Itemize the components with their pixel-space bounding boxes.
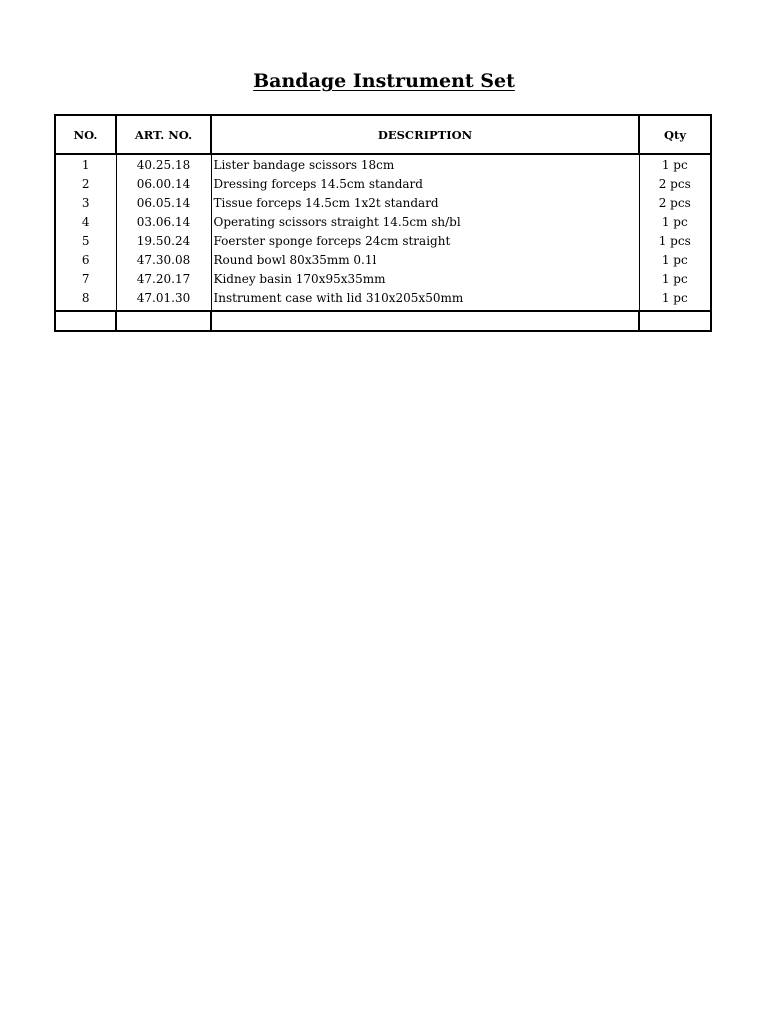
table-row (55, 175, 711, 194)
cell-no: 8 (55, 289, 116, 311)
table-header-row (55, 115, 711, 154)
cell-art-no: 06.05.14 (116, 194, 211, 213)
cell-art-no: 06.00.14 (116, 175, 211, 194)
table-row (55, 154, 711, 175)
cell-no: 2 (55, 175, 116, 194)
cell-qty: 1 pc (639, 270, 711, 289)
cell-no: 7 (55, 270, 116, 289)
cell-qty: 2 pcs (639, 175, 711, 194)
table-row (55, 194, 711, 213)
cell-art-no: 19.50.24 (116, 232, 211, 251)
cell-description: Instrument case with lid 310x205x50mm (211, 289, 639, 311)
table-row (55, 270, 711, 289)
cell-qty: 1 pc (639, 251, 711, 270)
cell-description: Kidney basin 170x95x35mm (211, 270, 639, 289)
table-row (55, 251, 711, 270)
cell-qty: 1 pc (639, 154, 711, 175)
cell-qty: 1 pcs (639, 232, 711, 251)
cell-art-no: 40.25.18 (116, 154, 211, 175)
cell-qty: 1 pc (639, 289, 711, 311)
header-qty: Qty (639, 115, 711, 154)
document-title-text: Bandage Instrument Set (253, 70, 515, 92)
footer-cell-description (211, 311, 639, 331)
cell-art-no: 03.06.14 (116, 213, 211, 232)
cell-description: Foerster sponge forceps 24cm straight (211, 232, 639, 251)
cell-qty: 1 pc (639, 213, 711, 232)
footer-cell-qty (639, 311, 711, 331)
table-row (55, 232, 711, 251)
table-row (55, 213, 711, 232)
header-art-no: ART. NO. (116, 115, 211, 154)
cell-description: Round bowl 80x35mm 0.1l (211, 251, 639, 270)
cell-qty: 2 pcs (639, 194, 711, 213)
cell-description: Dressing forceps 14.5cm standard (211, 175, 639, 194)
cell-art-no: 47.30.08 (116, 251, 211, 270)
table-row (55, 289, 711, 311)
cell-art-no: 47.01.30 (116, 289, 211, 311)
cell-no: 6 (55, 251, 116, 270)
cell-description: Tissue forceps 14.5cm 1x2t standard (211, 194, 639, 213)
cell-art-no: 47.20.17 (116, 270, 211, 289)
cell-no: 4 (55, 213, 116, 232)
cell-no: 1 (55, 154, 116, 175)
instrument-table (54, 114, 712, 332)
header-description: DESCRIPTION (211, 115, 639, 154)
cell-description: Operating scissors straight 14.5cm sh/bl (211, 213, 639, 232)
footer-cell-art-no (116, 311, 211, 331)
cell-no: 3 (55, 194, 116, 213)
footer-cell-no (55, 311, 116, 331)
cell-no: 5 (55, 232, 116, 251)
cell-description: Lister bandage scissors 18cm (211, 154, 639, 175)
header-no: NO. (55, 115, 116, 154)
document-title (0, 70, 768, 92)
table-footer-row (55, 311, 711, 331)
